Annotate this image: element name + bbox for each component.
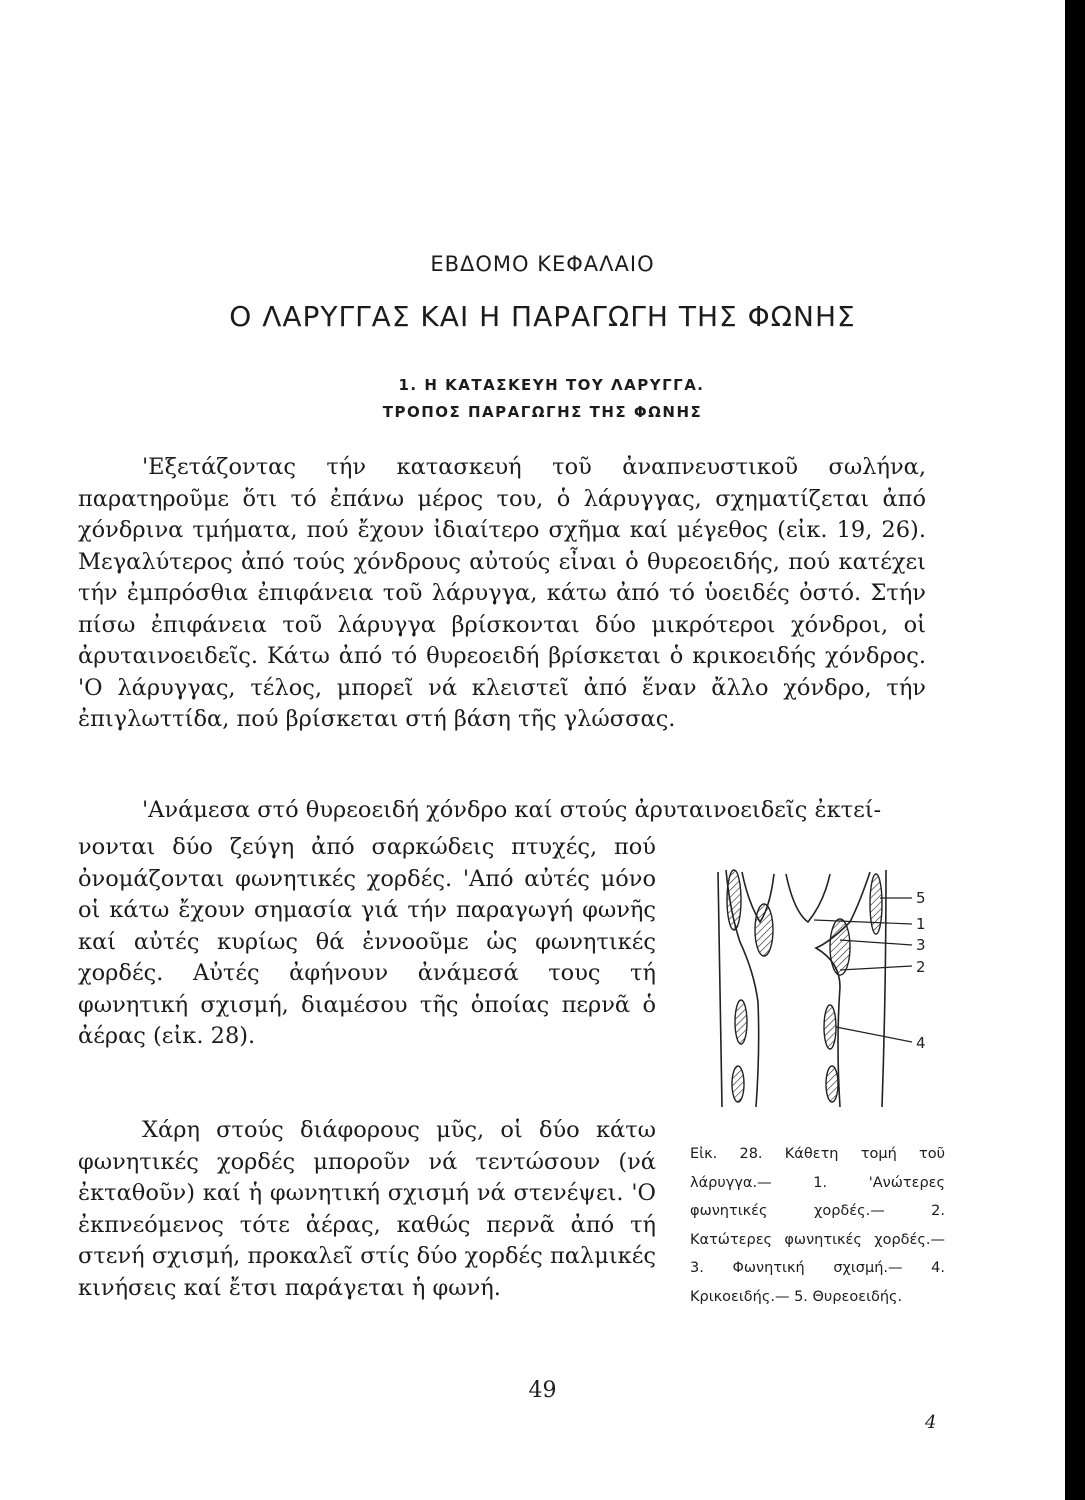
larynx-section-figure (690, 852, 940, 1117)
chapter-title: Ο ΛΑΡΥΓΓΑΣ ΚΑΙ Η ΠΑΡΑΓΩΓΗ ΤΗΣ ΦΩΝΗΣ (229, 300, 856, 333)
paragraph-1-text: 'Εξετάζοντας τήν κατασκευή τοῦ ἀναπνευστικοῦ σωλήνα, παρατηροῦμε ὅτι τό ἐπάνω μέρος του, ὁ λάρυγγας, σχηματίζεται ἀπό χόνδρινα τμήματα, πού ἔχουν ἰδιαίτερο σχῆμα καί μέγεθος (εἰκ. 19, 26). Μεγαλύτερος ἀπό τούς χόνδρους αὐτούς εἶναι ὁ θυρεοειδής, πού κατέχει τήν ἐμπρόσθια ἐπιφάνεια τοῦ λάρυγγα, κάτω ἀπό τό ὑοειδές ὀστό. Στήν πίσω ἐπιφάνεια τοῦ λάρυγγα βρίσκονται δύο μικρότεροι χόνδροι, οἱ ἀρυταινοειδεῖς. Κάτω ἀπό τό θυρεοειδή βρίσκεται ὁ κρικοειδής χόνδρος. 'Ο λάρυγγας, τέλος, μπορεῖ νά κλειστεῖ ἀπό ἕναν ἄλλο χόνδρο, τήν ἐπιγλωττίδα, πού βρίσκεται στή βάση τῆς γλώσσας. (78, 454, 926, 732)
lower-fold-right (830, 919, 850, 975)
cricoid-left (735, 1000, 747, 1044)
label-5: 5 (916, 889, 926, 907)
section-heading-line2: ΤΡΟΠΟΣ ΠΑΡΑΓΩΓΗΣ ΤΗΣ ΦΩΝΗΣ (382, 403, 703, 421)
paragraph-2-first-text: 'Ανάμεσα στό θυρεοειδή χόνδρο καί στούς ἀρυταινοειδεῖς ἐκτεί- (142, 797, 882, 823)
label-2: 2 (916, 958, 926, 976)
left-wall-outer (718, 872, 722, 1107)
section-heading-line1: 1. Η ΚΑΤΑΣΚΕΥΗ ΤΟΥ ΛΑΡΥΓΓΑ. (398, 376, 705, 394)
signature-mark: 4 (925, 1412, 937, 1433)
right-wall-inner (816, 872, 870, 1107)
paragraph-2-first-line (78, 795, 926, 827)
cricoid-right (824, 1005, 836, 1049)
leader-2 (840, 966, 912, 970)
leader-1 (814, 920, 912, 924)
paragraph-1 (78, 452, 926, 736)
cricoid-left-lower (732, 1066, 744, 1102)
paragraph-3 (78, 1115, 656, 1304)
paragraph-2-continuation (78, 832, 656, 1053)
page-edge (1065, 0, 1085, 1500)
cricoid-right-lower (826, 1066, 838, 1102)
paragraph-2-rest-text: νονται δύο ζεύγη ἀπό σαρκώδεις πτυχές, πού ὀνομάζονται φωνητικές χορδές. 'Από αὐτές μόνο οἱ κάτω ἔχουν σημασία γιά τήν παραγωγή φωνῆς καί αὐτές κυρίως θά ἐννοοῦμε ὡς φωνητικές χορδές. Αὐτές ἀφήνουν ἀνάμεσά τους τή φωνητική σχισμή, διαμέσου τῆς ὁποίας περνᾶ ὁ ἀέρας (εἰκ. 28). (78, 834, 656, 1049)
upper-fold-left (755, 904, 773, 956)
leader-4 (836, 1027, 912, 1042)
figure-caption: Εἰκ. 28. Κάθετη τομή τοῦ λάρυγγα.— 1. 'Ανώτερες φωνητικές χορδές.— 2. Κατώτερες φωνητικές χορδές.— 3. Φωνητική σχισμή.— 4. Κρικοειδής.— 5. Θυρεοειδής. (690, 1146, 945, 1305)
thyroid-left (727, 870, 741, 930)
chapter-heading: ΕΒΔΟΜΟ ΚΕΦΑΛΑΙΟ (430, 252, 655, 276)
label-4: 4 (916, 1034, 926, 1052)
thyroid-right (870, 874, 882, 934)
label-1: 1 (916, 915, 926, 933)
paragraph-3-text: Χάρη στούς διάφορους μῦς, οἱ δύο κάτω φωνητικές χορδές μποροῦν νά τεντώσουν (νά ἐκταθοῦν) καί ἡ φωνητική σχισμή νά στενέψει. 'Ο ἐκπνεόμενος τότε ἀέρας, καθώς περνᾶ ἀπό τή στενή σχισμή, προκαλεῖ στίς δύο χορδές παλμικές κινήσεις καί ἔτσι παράγεται ἡ φωνή. (78, 1117, 656, 1301)
label-3: 3 (916, 936, 926, 954)
larynx-diagram (690, 852, 940, 1117)
leader-3 (840, 940, 912, 945)
page-number: 49 (528, 1378, 557, 1403)
right-ventricle-upper (786, 874, 830, 922)
